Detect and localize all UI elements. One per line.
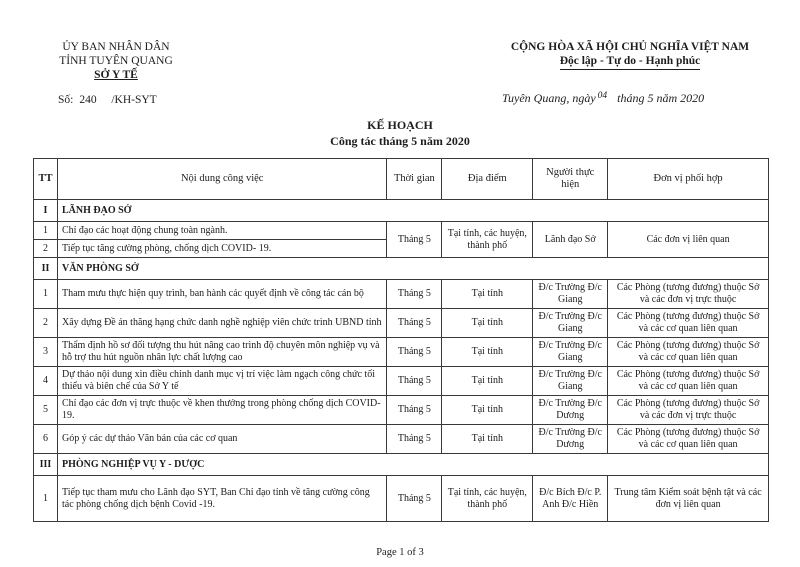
section-title: LÃNH ĐẠO SỞ (57, 200, 768, 222)
row-time: Tháng 5 (387, 476, 442, 522)
row-place: Tại tỉnh (442, 396, 533, 425)
plan-table (33, 158, 769, 522)
docno-number: 240 (79, 94, 97, 106)
row-content: Tiếp tục tăng cường phòng, chống dịch COVID- 19. (57, 240, 386, 258)
row-content: Dự thảo nội dung xin điều chỉnh danh mục vị trí việc làm ngạch công chức tối thiểu và biên chế của Sở Y tế (57, 367, 386, 396)
header-content: Nội dung công việc (57, 159, 386, 200)
row-coord: Các Phòng (tương đương) thuộc Sở và các đơn vị trực thuộc (608, 280, 769, 309)
nation-name: CỘNG HÒA XÃ HỘI CHỦ NGHĨA VIỆT NAM (510, 41, 750, 53)
row-coord: Trung tâm Kiểm soát bệnh tật và các đơn vị liên quan (608, 476, 769, 522)
row-coord: Các Phòng (tương đương) thuộc Sở và các cơ quan liên quan (608, 367, 769, 396)
table-row (34, 280, 769, 309)
section-row (34, 200, 769, 222)
row-tt: 1 (34, 280, 58, 309)
row-time: Tháng 5 (387, 396, 442, 425)
row-person: Đ/c Trường Đ/c Giang (533, 367, 608, 396)
row-time: Tháng 5 (387, 367, 442, 396)
row-time: Tháng 5 (387, 338, 442, 367)
row-coord: Các Phòng (tương đương) thuộc Sở và các cơ quan liên quan (608, 425, 769, 454)
issuer-block (28, 40, 204, 82)
section-row (34, 258, 769, 280)
row-place: Tại tỉnh (442, 280, 533, 309)
section-number: I (34, 200, 58, 222)
row-place: Tại tỉnh (442, 338, 533, 367)
date-day: 04 (597, 91, 608, 101)
issuer-department: SỞ Y TẾ (94, 69, 138, 81)
document-title (0, 117, 800, 149)
row-content: Tham mưu thực hiện quy trình, ban hành các quyết định về công tác cán bộ (57, 280, 386, 309)
header-person: Người thực hiện (533, 159, 608, 200)
section-row (34, 454, 769, 476)
document-number (58, 94, 157, 106)
issuer-line-1: ỦY BAN NHÂN DÂN (62, 41, 170, 53)
section-title: PHÒNG NGHIỆP VỤ Y - DƯỢC (57, 454, 768, 476)
docno-suffix: /KH-SYT (111, 94, 157, 106)
row-person: Đ/c Trường Đ/c Dương (533, 425, 608, 454)
row-tt: 2 (34, 309, 58, 338)
section-number: III (34, 454, 58, 476)
row-place: Tại tỉnh, các huyện, thành phố (442, 476, 533, 522)
row-tt: 6 (34, 425, 58, 454)
date-prefix: Tuyên Quang, ngày (502, 91, 596, 105)
row-person: Đ/c Bích Đ/c P. Anh Đ/c Hiền (533, 476, 608, 522)
row-time: Tháng 5 (387, 309, 442, 338)
header-coord: Đơn vị phối hợp (608, 159, 769, 200)
table-row (34, 338, 769, 367)
title-sub: Công tác tháng 5 năm 2020 (330, 134, 470, 148)
page-footer: Page 1 of 3 (376, 547, 424, 558)
row-content: Thẩm định hồ sơ đối tượng thu hút nâng cao trình độ chuyên môn nghiệp vụ và hỗ trợ thu hút nguồn nhân lực chất lượng cao (57, 338, 386, 367)
table-row (34, 396, 769, 425)
row-place: Tại tỉnh (442, 367, 533, 396)
row-coord: Các đơn vị liên quan (608, 222, 769, 258)
table-row (34, 222, 769, 240)
row-person: Đ/c Trường Đ/c Giang (533, 338, 608, 367)
table-row (34, 309, 769, 338)
row-coord: Các Phòng (tương đương) thuộc Sở và các cơ quan liên quan (608, 309, 769, 338)
header-time: Thời gian (387, 159, 442, 200)
national-header (480, 40, 780, 70)
row-place: Tại tỉnh, các huyện, thành phố (442, 222, 533, 258)
row-content: Chỉ đạo các đơn vị trực thuộc về khen thưởng trong phòng chống dịch COVID-19. (57, 396, 386, 425)
header-tt: TT (34, 159, 58, 200)
row-person: Đ/c Trường Đ/c Dương (533, 396, 608, 425)
row-time: Tháng 5 (387, 425, 442, 454)
row-tt: 3 (34, 338, 58, 367)
row-tt: 4 (34, 367, 58, 396)
row-time: Tháng 5 (387, 222, 442, 258)
row-coord: Các Phòng (tương đương) thuộc Sở và các cơ quan liên quan (608, 338, 769, 367)
docno-label: Số: (58, 94, 74, 106)
row-content: Góp ý các dự thảo Văn bản của các cơ quan (57, 425, 386, 454)
table-header-row (34, 159, 769, 200)
row-place: Tại tỉnh (442, 425, 533, 454)
row-person: Đ/c Trường Đ/c Giang (533, 309, 608, 338)
row-time: Tháng 5 (387, 280, 442, 309)
row-tt: 1 (34, 222, 58, 240)
row-content: Tiếp tục tham mưu cho Lãnh đạo SYT, Ban Chỉ đạo tỉnh về tăng cường công tác phòng chống dịch bệnh Covid -19. (57, 476, 386, 522)
date-rest: tháng 5 năm 2020 (617, 91, 705, 105)
row-place: Tại tỉnh (442, 309, 533, 338)
row-content: Xây dựng Đề án thăng hạng chức danh nghề nghiệp viên chức trình UBND tỉnh (57, 309, 386, 338)
row-tt: 2 (34, 240, 58, 258)
date-line (502, 91, 704, 106)
nation-motto: Độc lập - Tự do - Hạnh phúc (560, 54, 701, 70)
section-number: II (34, 258, 58, 280)
table-row (34, 425, 769, 454)
row-person: Lãnh đạo Sở (533, 222, 608, 258)
header-place: Địa điểm (442, 159, 533, 200)
row-tt: 1 (34, 476, 58, 522)
section-title: VĂN PHÒNG SỞ (57, 258, 768, 280)
row-content: Chỉ đạo các hoạt động chung toàn ngành. (57, 222, 386, 240)
row-coord: Các Phòng (tương đương) thuộc Sở và các đơn vị trực thuộc (608, 396, 769, 425)
issuer-line-2: TỈNH TUYÊN QUANG (59, 55, 173, 67)
table-row (34, 476, 769, 522)
row-tt: 5 (34, 396, 58, 425)
row-person: Đ/c Trường Đ/c Giang (533, 280, 608, 309)
table-row (34, 367, 769, 396)
title-main: KẾ HOẠCH (367, 118, 433, 132)
